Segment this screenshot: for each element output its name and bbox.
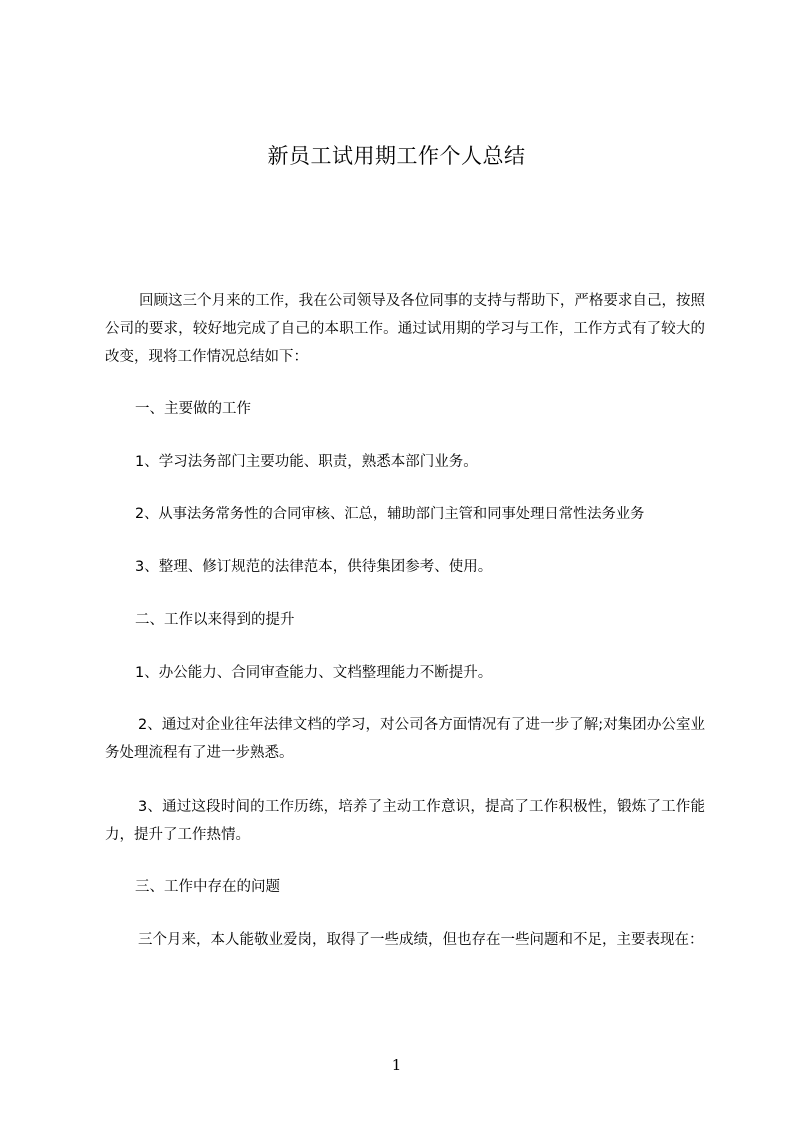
list-item: 1、学习法务部门主要功能、职责，熟悉本部门业务。 bbox=[135, 454, 478, 470]
section-heading-improvements: 二、工作以来得到的提升 bbox=[135, 612, 295, 628]
intro-paragraph: 回顾这三个月来的工作，我在公司领导及各位同事的支持与帮助下，严格要求自己，按照公司的要求，较好地完成了自己的本职工作。通过试用期的学习与工作，工作方式有了较大的改变，现将工作情况总结如下： bbox=[105, 293, 705, 365]
section-heading-problems: 三、工作中存在的问题 bbox=[135, 879, 280, 895]
list-item: 3、通过这段时间的工作历练，培养了主动工作意识，提高了工作积极性，锻炼了工作能力，提升了工作热情。 bbox=[105, 799, 705, 843]
section-heading-main-work: 一、主要做的工作 bbox=[135, 401, 251, 417]
list-item: 3、整理、修订规范的法律范本，供待集团参考、使用。 bbox=[135, 559, 493, 575]
document-title: 新员工试用期工作个人总结 bbox=[267, 144, 526, 168]
list-item: 1、办公能力、合同审查能力、文档整理能力不断提升。 bbox=[135, 665, 493, 681]
page-number: 1 bbox=[391, 1056, 402, 1074]
list-item: 2、通过对企业往年法律文档的学习，对公司各方面情况有了进一步了解;对集团办公室业务处理流程有了进一步熟悉。 bbox=[105, 717, 705, 761]
list-item: 2、从事法务常务性的合同审核、汇总，辅助部门主管和同事处理日常性法务业务 bbox=[135, 506, 645, 522]
problems-paragraph: 三个月来，本人能敬业爱岗，取得了一些成绩，但也存在一些问题和不足，主要表现在： bbox=[138, 932, 704, 948]
